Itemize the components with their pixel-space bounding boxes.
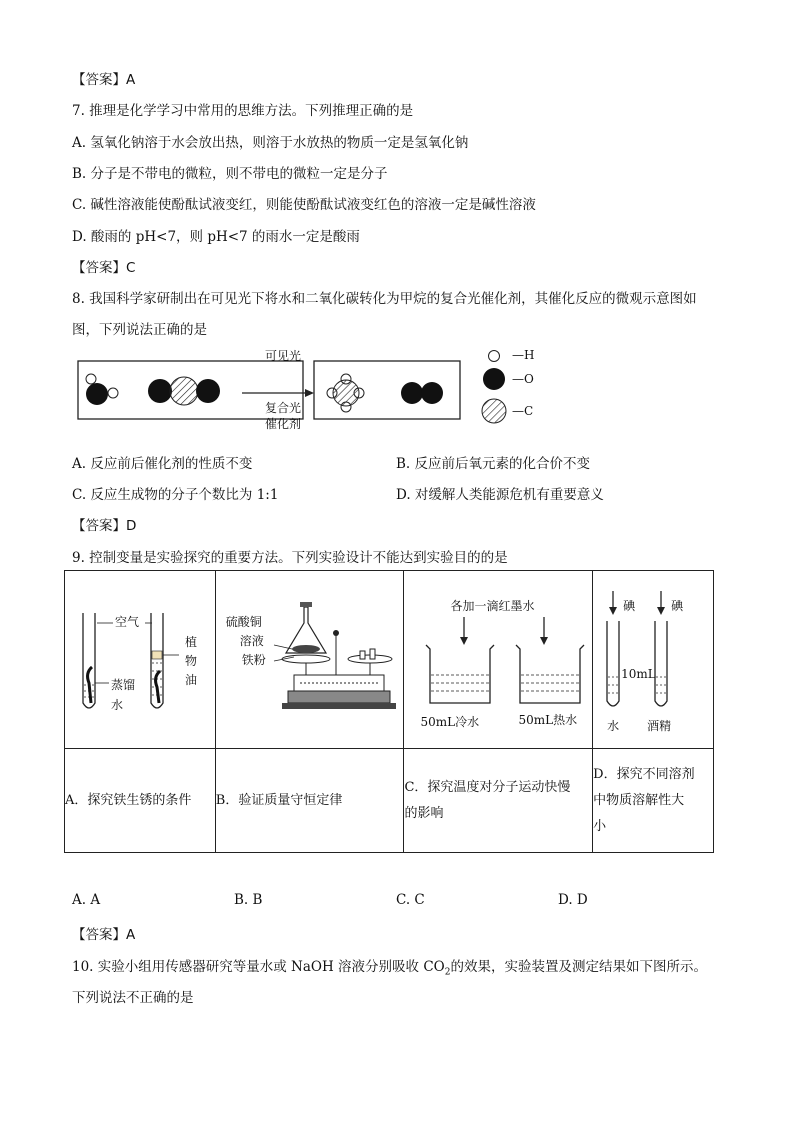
q8-option-a: A. 反应前后催化剂的性质不变 bbox=[72, 456, 253, 472]
label-water: 水 bbox=[607, 719, 620, 733]
caption-c: C．探究温度对分子运动快慢 的影响 bbox=[404, 749, 593, 853]
q8-option-d: D. 对缓解人类能源危机有重要意义 bbox=[396, 487, 604, 503]
q9-option-c: C. C bbox=[396, 892, 425, 908]
q7-option-c: C. 碱性溶液能使酚酞试液变红，则能使酚酞试液变红色的溶液一定是碱性溶液 bbox=[72, 197, 536, 213]
label-iodine-right: 碘 bbox=[671, 599, 684, 613]
arrow-label-bottom: 复合光 催化剂 bbox=[264, 401, 301, 431]
answer-label: 【答案】A bbox=[72, 72, 136, 88]
label-cold-water: 50mL冷水 bbox=[420, 715, 480, 729]
caption-b: B．验证质量守恒定律 bbox=[215, 749, 404, 853]
answer-q9: 【答案】A bbox=[72, 927, 136, 943]
label-alcohol: 酒精 bbox=[647, 719, 672, 733]
caption-a: A．探究铁生锈的条件 bbox=[65, 749, 216, 853]
q8-stem-line2: 图，下列说法正确的是 bbox=[72, 322, 207, 338]
label-hot-water: 50mL热水 bbox=[518, 713, 578, 727]
q8-option-c: C. 反应生成物的分子个数比为 1:1 bbox=[72, 487, 279, 503]
label-distilled-water: 蒸馏 水 bbox=[111, 678, 136, 712]
q7-option-a: A. 氢氧化钠溶于水会放出热，则溶于水放热的物质一定是氢氧化钠 bbox=[72, 135, 469, 151]
q9-stem: 9. 控制变量是实验探究的重要方法。下列实验设计不能达到实验目的的是 bbox=[72, 550, 508, 566]
q7-option-d: D. 酸雨的 pH<7，则 pH<7 的雨水一定是酸雨 bbox=[72, 229, 360, 245]
legend-h: —H bbox=[512, 348, 535, 362]
figure-a bbox=[65, 571, 216, 749]
answer-q8: 【答案】D bbox=[72, 518, 137, 534]
q9-option-b: B. B bbox=[234, 892, 263, 908]
answer-q7: 【答案】C bbox=[72, 260, 136, 276]
label-reagents: 硫酸铜 溶液 铁粉 bbox=[225, 615, 266, 667]
arrow-label-top: 可见光 bbox=[264, 349, 301, 363]
label-air: 空气 bbox=[115, 615, 140, 629]
q8-stem-line1: 8. 我国科学家研制出在可见光下将水和二氧化碳转化为甲烷的复合光催化剂，其催化反应的微观示意图如 bbox=[72, 291, 697, 307]
q7-option-b: B. 分子是不带电的微粒，则不带电的微粒一定是分子 bbox=[72, 166, 388, 182]
figure-d bbox=[593, 571, 714, 749]
q9-option-d: D. D bbox=[558, 892, 588, 908]
q8-reaction-diagram bbox=[70, 345, 570, 425]
label-volume: 10mL bbox=[621, 667, 656, 681]
caption-d: D．探究不同溶剂 中物质溶解性大 小 bbox=[593, 749, 714, 853]
legend bbox=[482, 351, 506, 424]
q8-option-b: B. 反应前后氧元素的化合价不变 bbox=[396, 456, 591, 472]
water-molecule bbox=[86, 374, 118, 405]
q9-experiment-table bbox=[64, 570, 714, 853]
o2-molecule bbox=[401, 382, 443, 404]
label-iodine-left: 碘 bbox=[623, 599, 636, 613]
figure-c bbox=[404, 571, 593, 749]
q9-option-a: A. A bbox=[72, 892, 101, 908]
q7-stem: 7. 推理是化学学习中常用的思维方法。下列推理正确的是 bbox=[72, 103, 414, 119]
legend-o: —O bbox=[512, 372, 534, 386]
label-add-ink: 各加一滴红墨水 bbox=[450, 599, 535, 613]
co2-molecule bbox=[148, 377, 220, 405]
q10-stem-line1: 10. 实验小组用传感器研究等量水或 NaOH 溶液分别吸收 $CO_2$的效果，实验装置及测定结果如下图所示。 bbox=[72, 959, 707, 978]
figure-b bbox=[215, 571, 404, 749]
q10-stem-line2: 下列说法不正确的是 bbox=[72, 990, 194, 1006]
answer-q6 bbox=[72, 68, 135, 88]
label-oil: 植 物 油 bbox=[185, 635, 198, 687]
methane-molecule bbox=[327, 374, 364, 412]
legend-c: —C bbox=[512, 404, 534, 418]
